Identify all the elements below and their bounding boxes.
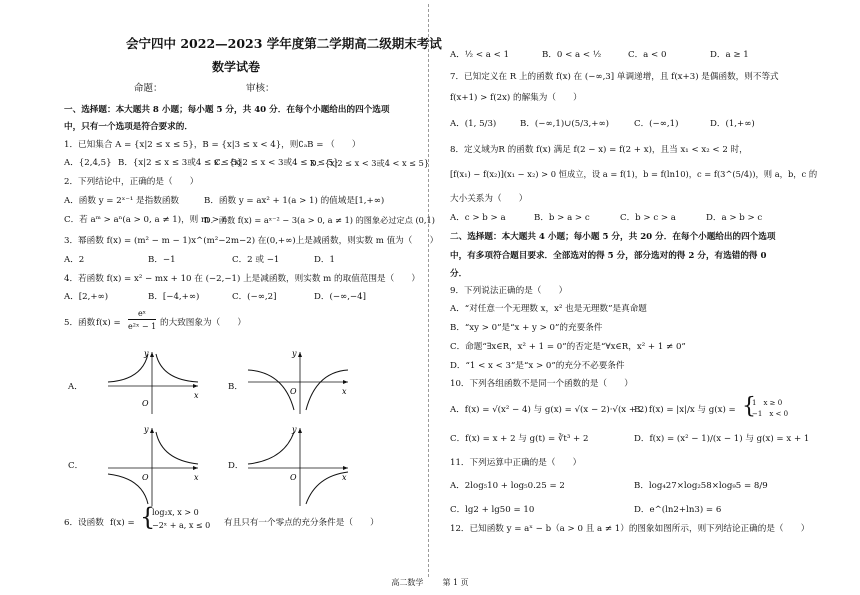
q4-option-b: B．[−4,+∞) <box>148 292 200 302</box>
y-label: y <box>144 425 149 434</box>
q1-option-b: B．{x|2 ≤ x ≤ 3或4 ≤ x ≤ 5} <box>118 158 243 168</box>
q8-option-b: B．b > a > c <box>534 213 590 223</box>
x-axis-arrow-icon <box>193 466 198 470</box>
section2-header-line1: 二、选择题：本大题共 4 小题；每小题 5 分，共 20 分．在每个小题给出的四个选项 <box>450 232 776 242</box>
q9-option-d: D．“1 < x < 3”是“x > 0”的充分不必要条件 <box>450 361 625 371</box>
q9-option-c: C．命题“∃x∈R，x² + 1 = 0”的否定是“∀x∈R，x² + 1 ≠ 0” <box>450 342 686 352</box>
q1-option-c: C．{x|2 ≤ x < 3或4 ≤ x ≤ 5} <box>214 158 339 168</box>
curve-right <box>156 432 198 464</box>
q2-option-a: A．函数 y = 2ˣ⁻¹ 是指数函数 <box>64 196 180 206</box>
exam-title: 会宁四中 2022—2023 学年度第二学期高二级期末考试 <box>126 36 442 51</box>
q5-graph-b <box>244 348 354 418</box>
section2-header-line2: 中，有多项符合题目要求．全部选对的得 5 分，部分选对的得 2 分，有选错的得 0 <box>450 251 767 261</box>
column-divider <box>428 4 429 577</box>
x-axis-arrow-icon <box>343 380 348 384</box>
q8-option-c: C．b > c > a <box>620 213 676 223</box>
q1-option-a: A．{2,4,5} <box>64 158 112 168</box>
q3-stem: 3．幂函数 f(x) = (m² − m − 1)x^(m²−2m−2) 在(0,+∞)上是减函数，则实数 m 值为（ ） <box>64 236 439 246</box>
q7-stem-line1: 7．已知定义在 R 上的函数 f(x) 在 (−∞,3] 单调递增，且 f(x+3) 是偶函数，则不等式 <box>450 72 779 82</box>
q10-option-d: D．f(x) = (x² − 1)/(x − 1) 与 g(x) = x + 1 <box>634 434 810 444</box>
q10-stem: 10．下列各组函数不是同一个函数的是（ ） <box>450 379 633 389</box>
q11-option-d: D．e^(ln2+ln3) = 6 <box>634 505 722 515</box>
q10-brace-icon: { <box>742 394 756 419</box>
q5-stem-prefix: 5．函数 <box>64 318 96 328</box>
q11-stem: 11．下列运算中正确的是（ ） <box>450 458 582 468</box>
left-column <box>64 0 442 595</box>
origin-label: O <box>290 473 297 482</box>
q3-option-c: C．2 或 −1 <box>232 255 280 265</box>
q10-option-b-prefix: B．f(x) = |x|/x 与 g(x) = <box>634 405 736 415</box>
q6-suffix: 有且只有一个零点的充分条件是（ ） <box>224 518 379 528</box>
q5-label-c: C． <box>68 461 84 471</box>
y-label: y <box>292 349 297 358</box>
q8-stem-line3: 大小关系为（ ） <box>450 194 528 204</box>
q11-option-a: A．2log₅10 + log₅0.25 = 2 <box>450 481 565 491</box>
origin-label: O <box>290 387 297 396</box>
q10-b-case1: 1 x ≥ 0 <box>752 399 783 407</box>
section1-header-line2: 中，只有一个选项是符合要求的． <box>64 122 193 132</box>
y-axis-arrow-icon <box>298 428 302 433</box>
x-label: x <box>194 391 199 400</box>
q7-stem-line2: f(x+1) > f(2x) 的解集为（ ） <box>450 93 582 103</box>
q7-option-a: A．(1, 5/3) <box>450 119 497 129</box>
q8-option-d: D．a > b > c <box>706 213 763 223</box>
q5-denominator: e²ˣ − 1 <box>128 322 157 331</box>
curve-right <box>156 354 198 382</box>
q2-option-c: C．若 aᵐ > aⁿ(a > 0, a ≠ 1)，则 m > n <box>64 215 228 225</box>
q7-option-b: B．(−∞,1)∪(5/3,+∞) <box>520 119 610 129</box>
q10-option-c: C．f(x) = x + 2 与 g(t) = ∛t³ + 2 <box>450 434 589 444</box>
origin-label: O <box>142 473 149 482</box>
q3-option-d: D．1 <box>314 255 335 265</box>
q9-stem: 9．下列说法正确的是（ ） <box>450 286 568 296</box>
y-axis-arrow-icon <box>298 352 302 357</box>
q4-option-a: A．[2,+∞) <box>64 292 109 302</box>
y-axis-arrow-icon <box>150 428 154 433</box>
q6-case1: log₂x, x > 0 <box>152 508 199 517</box>
curve-left <box>248 432 294 464</box>
q7-option-d: D．(1,+∞) <box>710 119 755 129</box>
q1-stem: 1．已知集合 A = {x|2 ≤ x ≤ 5}，B = {x|3 ≤ x < 4}，则∁ₐB = （ ） <box>64 140 361 150</box>
q6-prefix: 6．设函数 <box>64 518 104 528</box>
y-label: y <box>144 349 149 358</box>
section1-header-line1: 一、选择题：本大题共 8 小题；每小题 5 分，共 40 分．在每个小题给出的四个选项 <box>64 105 390 115</box>
q5-label-a: A． <box>68 382 83 392</box>
curve-left <box>248 370 294 410</box>
exam-subtitle: 数学试卷 <box>212 60 261 74</box>
q6-f-lhs: f(x) = <box>110 518 135 528</box>
curve-left <box>108 354 148 382</box>
q5-graph-a <box>102 348 202 418</box>
reviewer-label: 审核： <box>246 83 275 94</box>
q11-option-c: C．lg2 + lg50 = 10 <box>450 505 535 515</box>
x-axis-arrow-icon <box>193 384 198 388</box>
x-label: x <box>194 473 199 482</box>
author-label: 命题： <box>134 83 163 94</box>
page-footer <box>0 578 860 588</box>
q6-option-b: B．0 < a < ½ <box>542 50 602 60</box>
right-column <box>448 0 818 595</box>
q8-option-a: A．c > b > a <box>450 213 506 223</box>
q6-case2: −2ˣ + a, x ≤ 0 <box>152 521 211 530</box>
q6-option-a: A．½ < a < 1 <box>450 50 510 60</box>
q3-option-a: A．2 <box>64 255 85 265</box>
section2-header-line3: 分． <box>450 269 468 279</box>
q5-graph-d <box>244 424 354 508</box>
q1-option-d: D．{x|2 ≤ x < 3或4 < x ≤ 5} <box>310 158 430 168</box>
q4-option-d: D．(−∞,−4] <box>314 292 366 302</box>
q3-option-b: B．−1 <box>148 255 176 265</box>
q10-option-a: A．f(x) = √(x² − 4) 与 g(x) = √(x − 2)·√(x + 2) <box>450 405 648 415</box>
q6-brace-icon: { <box>140 503 156 531</box>
q10-b-case2: −1 x < 0 <box>752 410 789 418</box>
q9-option-a: A．“对任意一个无理数 x，x² 也是无理数”是真命题 <box>450 304 647 314</box>
y-axis-arrow-icon <box>150 352 154 357</box>
x-axis-arrow-icon <box>343 466 348 470</box>
x-label: x <box>342 387 347 396</box>
origin-label: O <box>142 399 149 408</box>
q11-option-b: B．log₄27×log₂58×log₉5 = 8/9 <box>634 481 768 491</box>
q4-option-c: C．(−∞,2] <box>232 292 277 302</box>
q12-stem: 12．已知函数 y = aˣ − b（a > 0 且 a ≠ 1）的图象如图所示，则下列结论正确的是（ ） <box>450 524 810 534</box>
q5-label-d: D． <box>228 461 244 471</box>
q4-stem: 4．若函数 f(x) = x² − mx + 10 在 (−2,−1) 上是减函数，则实数 m 的取值范围是（ ） <box>64 274 420 284</box>
y-label: y <box>292 425 297 434</box>
q5-numerator: eˣ <box>128 309 156 320</box>
q7-option-c: C．(−∞,1) <box>634 119 679 129</box>
q2-option-d: D．函数 f(x) = aˣ⁻² − 3(a > 0, a ≠ 1) 的图象必过定点 (0,1) <box>204 215 435 225</box>
q5-f-lhs: f(x) = <box>96 318 121 328</box>
q2-option-b: B．函数 y = ax² + 1(a > 1) 的值域是[1,+∞) <box>204 196 385 206</box>
q6-option-d: D．a ≥ 1 <box>710 50 749 60</box>
q5-stem-suffix: 的大致图象为（ ） <box>160 318 246 328</box>
q8-stem-line2: [f(x₁) − f(x₂)](x₁ − x₂) > 0 恒成立，设 a = f(1)，b = f(ln10)，c = f(3^(5/4))，则 a，b，c 的 <box>450 169 818 179</box>
footer-subject: 高二数学 <box>391 578 424 587</box>
q9-option-b: B．“xy > 0”是“x + y > 0”的充要条件 <box>450 323 603 333</box>
q5-graph-c <box>102 424 202 508</box>
x-label: x <box>342 473 347 482</box>
footer-page: 第 1 页 <box>442 578 469 587</box>
q5-label-b: B． <box>228 382 243 392</box>
q2-stem: 2．下列结论中，正确的是（ ） <box>64 177 199 187</box>
q6-option-c: C．a < 0 <box>628 50 667 60</box>
q8-stem-line1: 8．定义域为R 的函数 f(x) 满足 f(2 − x) = f(2 + x)，且当 x₁ < x₂ < 2 时， <box>450 145 748 155</box>
